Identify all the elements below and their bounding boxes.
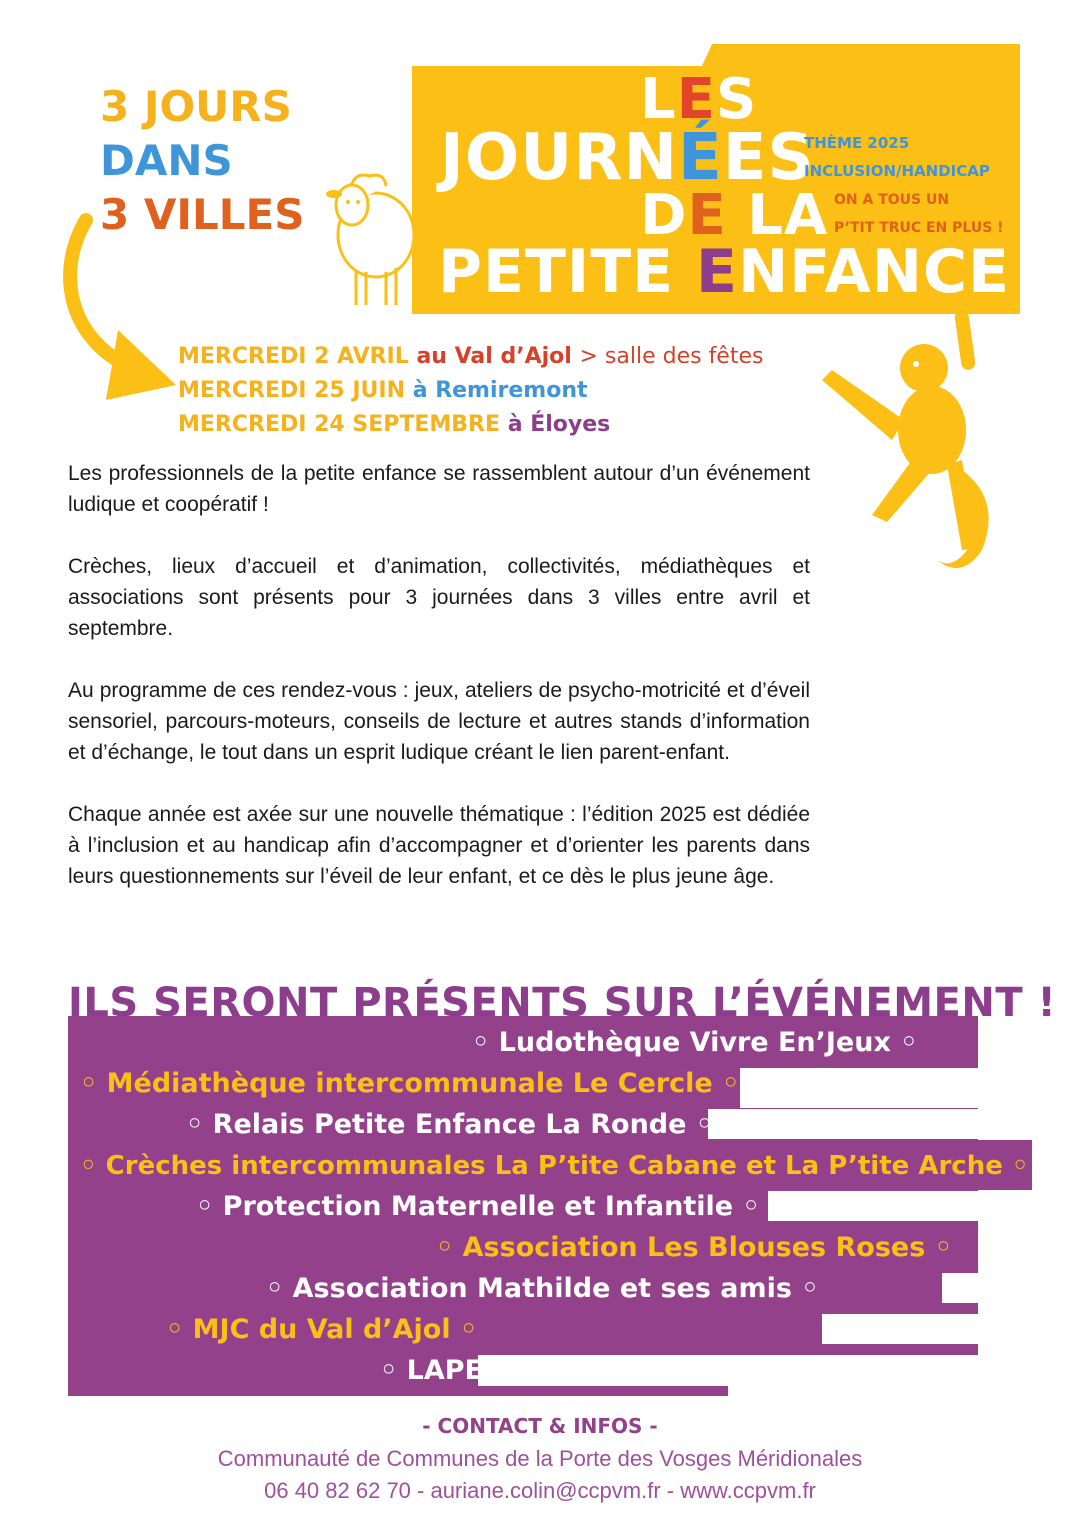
title-line-journees [440, 121, 815, 195]
title-letter-e: E [687, 183, 727, 248]
title-letters: NFANCE [738, 237, 1011, 307]
list-edge [708, 1109, 978, 1139]
date-place: au Val d’Ajol [416, 344, 572, 369]
title-letter-e: E [696, 237, 739, 307]
theme-year: THÈME 2025 [804, 134, 910, 152]
tagline-line-3: 3 VILLES [100, 190, 305, 239]
slogan-line-1: ON A TOUS UN [834, 192, 950, 208]
date-day: MERCREDI 25 JUIN [178, 378, 406, 403]
date-venue: > salle des fêtes [579, 344, 764, 369]
list-edge [728, 1386, 978, 1396]
paragraph: Les professionnels de la petite enfance se rassemblent autour d’un événement ludique et coopératif ! [68, 462, 810, 516]
sheep-icon [318, 160, 418, 310]
curved-arrow-icon [56, 210, 186, 410]
list-edge [822, 1314, 978, 1344]
list-item: ◦ LAPE La Balançoire ◦ [380, 1355, 725, 1386]
contact-details[interactable]: 06 40 82 62 70 - auriane.colin@ccpvm.fr - www.ccpvm.fr [264, 1478, 816, 1503]
slogan-line-2: P’TIT TRUC EN PLUS ! [834, 220, 1004, 236]
section-heading: ILS SERONT PRÉSENTS SUR L’ÉVÉNEMENT ! [68, 980, 1057, 1026]
date-day: MERCREDI 2 AVRIL [178, 344, 409, 369]
title-letters: L [640, 67, 677, 132]
contact-organization: Communauté de Communes de la Porte des Vosges Méridionales [217, 1446, 863, 1471]
tagline-line-1: 3 JOURS [100, 82, 292, 131]
title-letters: PETITE [438, 237, 697, 307]
date-row [178, 374, 763, 408]
title-letter-e: É [678, 121, 723, 195]
theme-topic: INCLUSION/HANDICAP [804, 162, 990, 180]
title-letters: JOURN [440, 121, 679, 195]
event-dates [178, 340, 763, 442]
list-item: ◦ Association Les Blouses Roses ◦ [436, 1232, 952, 1263]
tagline-line-2: DANS [100, 136, 233, 185]
title-letters: D [640, 183, 688, 248]
title-letters: ES [722, 121, 815, 195]
monkey-icon [812, 300, 1012, 590]
list-edge [942, 1273, 978, 1303]
title-letter-e: E [676, 67, 716, 132]
list-item: ◦ Médiathèque intercommunale Le Cercle ◦ [80, 1068, 740, 1099]
list-item: ◦ MJC du Val d’Ajol ◦ [166, 1314, 478, 1345]
partners-list [68, 1016, 1029, 1396]
date-row [178, 408, 763, 442]
list-edge [768, 1191, 978, 1221]
contact-title: - CONTACT & INFOS - [422, 1414, 658, 1438]
title-letters: LA [726, 183, 829, 248]
title-line-petite-enfance [438, 237, 1011, 307]
paragraph: Crèches, lieux d’accueil et d’animation, collectivités, médiathèques et associations sont présents pour 3 journées dans 3 villes entre avril et septembre. [68, 555, 810, 640]
list-edge [740, 1068, 978, 1108]
date-day: MERCREDI 24 SEPTEMBRE [178, 412, 501, 437]
title-letters: S [715, 67, 758, 132]
list-item: ◦ Relais Petite Enfance La Ronde ◦ [186, 1109, 714, 1140]
date-row [178, 340, 763, 374]
list-item: ◦ Crèches intercommunales La P’tite Cabane et La P’tite Arche ◦ [80, 1151, 1029, 1181]
date-place: à Remiremont [412, 378, 588, 403]
list-item: ◦ Protection Maternelle et Infantile ◦ [196, 1191, 760, 1222]
paragraph: Au programme de ces rendez-vous : jeux, ateliers de psycho-motricité et d’éveil sensoriel, parcours-moteurs, conseils de lecture et autres stands d’information et d’échange, le tout dans un esprit ludique créant le lien parent-enfant. [68, 679, 810, 764]
description [68, 458, 810, 892]
list-item: ◦ Ludothèque Vivre En’Jeux ◦ [472, 1027, 918, 1058]
date-place: à Éloyes [507, 412, 611, 437]
list-item: ◦ Association Mathilde et ses amis ◦ [266, 1273, 819, 1304]
paragraph: Chaque année est axée sur une nouvelle thématique : l’édition 2025 est dédiée à l’inclusion et au handicap afin d’accompagner et d’orienter les parents dans leurs questionnements sur l’éveil de leur enfant, et ce dès le plus jeune âge. [68, 803, 810, 888]
